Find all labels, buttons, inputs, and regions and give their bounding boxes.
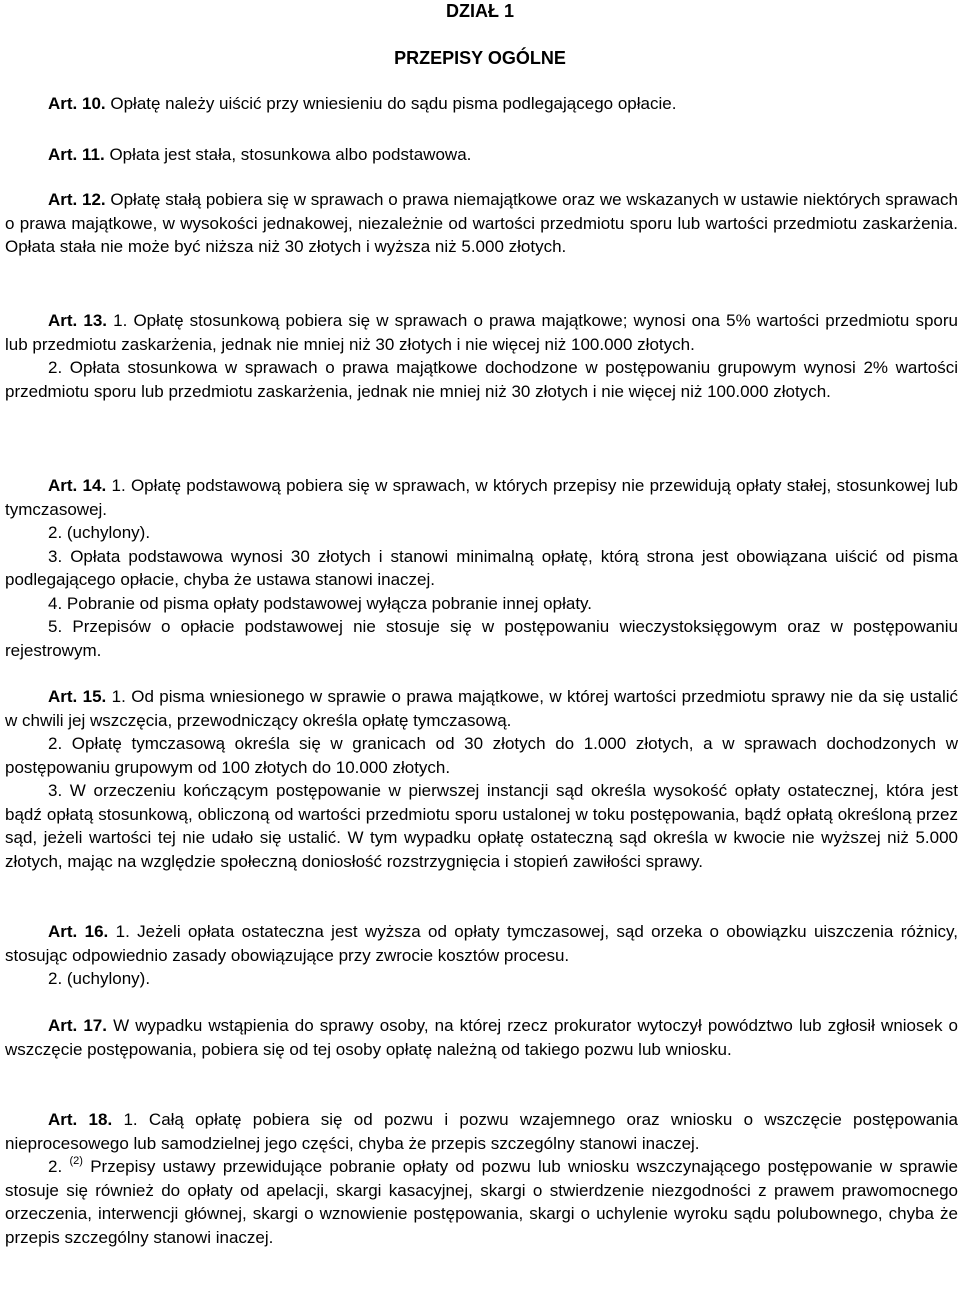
article-16-par-1: [5, 920, 958, 967]
paragraph-text: Przepisy ustawy przewidujące pobranie opłaty od pozwu lub wniosku wszczynającego postępowanie w sprawie stosuje się również do opłaty od apelacji, skargi kasacyjnej, skargi o stwierdzenie niezgodności z prawem prawomocnego orzeczenia, interwencji głównej, skargi o wznowienie postępowania, skargi o uchylenie wyroku sądu polubownego, chyba że przepis szczególny stanowi inaczej.: [5, 1157, 958, 1247]
article-label: Art. 14.: [48, 476, 107, 495]
article-15-par-2: 2. Opłatę tymczasową określa się w granicach od 30 złotych do 1.000 złotych, a w sprawach dochodzonych w postępowaniu grupowym od 100 złotych do 10.000 złotych.: [5, 734, 958, 777]
article-text: W wypadku wstąpienia do sprawy osoby, na której rzecz prokurator wytoczył powództwo lub zgłosił wniosek o wszczęcie postępowania, pobiera się od tej osoby opłatę należną od takiego pozwu lub wniosku.: [5, 1016, 958, 1059]
article-label: Art. 15.: [48, 687, 107, 706]
article-15: [5, 685, 958, 873]
footnote-marker: (2): [69, 1155, 83, 1167]
article-14-par-1: [5, 474, 958, 521]
article-13-par-2: 2. Opłata stosunkowa w sprawach o prawa majątkowe dochodzone w postępowaniu grupowym wynosi 2% wartości przedmiotu sporu lub przedmiotu zaskarżenia, jednak nie mniej niż 30 złotych i nie więcej niż 100.000 złotych.: [5, 358, 958, 401]
article-text: Opłatę stałą pobiera się w sprawach o prawa niemajątkowe oraz we wskazanych w ustawie niektórych sprawach o prawa majątkowe, w wysokości jednakowej, niezależnie od wartości przedmiotu sporu lub wartości przedmiotu zaskarżenia. Opłata stała nie może być niższa niż 30 złotych i wyższa niż 5.000 złotych.: [5, 190, 958, 256]
article-11: [5, 143, 960, 167]
paragraph-text: 1. Całą opłatę pobiera się od pozwu i pozwu wzajemnego oraz wniosku o wszczęcie postępowania nieprocesowego lub samodzielnej jego części, chyba że przepis szczególny stanowi inaczej.: [5, 1110, 958, 1153]
article-14-par-4: 4. Pobranie od pisma opłaty podstawowej wyłącza pobranie innej opłaty.: [48, 593, 593, 613]
paragraph-text: 1. Opłatę stosunkową pobiera się w sprawach o prawa majątkowe; wynosi ona 5% wartości przedmiotu sporu lub przedmiotu zaskarżenia, jednak nie mniej niż 30 złotych i nie więcej niż 100.000 złotych.: [5, 311, 958, 354]
article-label: Art. 12.: [48, 190, 106, 209]
article-14-par-2: 2. (uchylony).: [48, 523, 151, 542]
article-label: Art. 18.: [48, 1110, 113, 1129]
article-13-par-1: [5, 309, 958, 356]
article-18-par-1: [5, 1108, 958, 1155]
article-10: [5, 92, 960, 116]
section-subheading: PRZEPISY OGÓLNE: [394, 48, 566, 68]
article-13: [5, 309, 958, 403]
article-18-par-2: [5, 1155, 958, 1249]
paragraph-text: 1. Od pisma wniesionego w sprawie o prawa majątkowe, w której wartości przedmiotu sprawy nie da się ustalić w chwili jej wszczęcia, przewodniczący określa opłatę tymczasową.: [5, 687, 958, 730]
article-label: Art. 10.: [48, 94, 106, 113]
article-label: Art. 11.: [48, 145, 105, 164]
article-16-par-2: 2. (uchylony).: [48, 969, 151, 988]
article-12: [5, 188, 958, 259]
article-text: Opłata jest stała, stosunkowa albo podstawowa.: [109, 145, 472, 164]
article-14-par-5: 5. Przepisów o opłacie podstawowej nie stosuje się w postępowaniu wieczystoksięgowym oraz w postępowaniu rejestrowym.: [5, 617, 958, 660]
paragraph-text: 1. Jeżeli opłata ostateczna jest wyższa od opłaty tymczasowej, sąd orzeka o obowiązku uiszczenia różnicy, stosując odpowiednio zasady obowiązujące przy zwrocie kosztów procesu.: [5, 922, 959, 965]
article-label: Art. 16.: [48, 922, 109, 941]
article-14: [5, 474, 958, 662]
paragraph-number: 2.: [48, 1157, 63, 1176]
article-label: Art. 17.: [48, 1016, 107, 1035]
article-15-par-3: 3. W orzeczeniu kończącym postępowanie w pierwszej instancji sąd określa wysokość opłaty ostatecznej, która jest bądź opłatą stosunkową, obliczoną od wartości przedmiotu sporu ustalonej w toku postępowania, bądź opłatą określoną przez sąd, jeżeli wartości tej nie udało się ustalić. W tym wypadku opłatę ostateczną sąd określa w kwocie nie wyższej niż 5.000 złotych, mając na względzie społeczną doniosłość rozstrzygnięcia i stopień zawiłości sprawy.: [5, 781, 958, 871]
article-18: [5, 1108, 958, 1249]
article-17: [5, 1014, 958, 1061]
article-16: [5, 920, 958, 991]
article-14-par-3: 3. Opłata podstawowa wynosi 30 złotych i stanowi minimalną opłatę, którą strona jest obowiązana uiścić od pisma podlegającego opłacie, chyba że ustawa stanowi inaczej.: [5, 546, 958, 589]
article-15-par-1: [5, 685, 958, 732]
section-heading: DZIAŁ 1: [445, 1, 514, 21]
paragraph-text: 1. Opłatę podstawową pobiera się w sprawach, w których przepisy nie przewidują opłaty stałej, stosunkowej lub tymczasowej.: [5, 476, 958, 519]
article-text: Opłatę należy uiścić przy wniesieniu do sądu pisma podlegającego opłacie.: [110, 94, 677, 113]
article-label: Art. 13.: [48, 311, 108, 330]
